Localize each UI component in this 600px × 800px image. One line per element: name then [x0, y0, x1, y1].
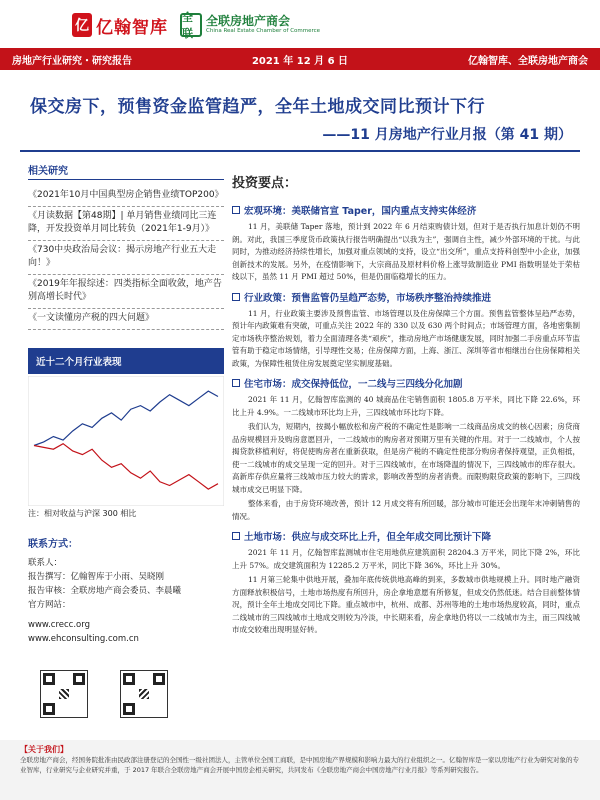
related-item[interactable]: 《2019年年报综述：四类指标全面收敛，地产告别高增长时代》 [28, 275, 224, 309]
related-heading: 相关研究 [28, 162, 224, 180]
footer-heading: 【关于我们】 [20, 745, 68, 754]
crecc-seal-icon: 全联 [180, 13, 202, 37]
website-link[interactable]: www.crecc.org [28, 620, 90, 630]
report-type: 房地产行业研究・研究报告 [12, 55, 132, 67]
crecc-logo [180, 10, 320, 40]
industry-performance-chart [28, 376, 224, 506]
page-title: 保交房下，预售资金监管趋严，全年土地成交同比预计下行 [30, 97, 485, 117]
paragraph: 2021 年 11 月，亿翰智库监测城市住宅用地供应建筑面积 28204.3 万平米，同比下降 2%，环比上升 57%。成交建筑面积为 12285.2 万平米，同比下降 36%，环比上升 30%。 [232, 548, 580, 570]
bullet-square-icon [232, 206, 240, 214]
footer-text: 全联房地产商会，经国务院批准由民政部注册登记的全国性一级社团法人，主管单位全国工商联，是中国房地产界规模和影响力最大的行业组织之一。亿翰智库是一家以房地产行业为研究对象的专业智库，行业研究与企业研究并重，于 2017 年联合全联房地产商会开展中国房企相关研究，共同发布《全联房地产商会中国房地产行业月报》等系列研究报告。 [20, 756, 579, 774]
paragraph: 11 月第三轮集中供地开展，叠加年底传统供地高峰的到来，多数城市供地规模上升。同时地产融资方面释放积极信号，土地市场热度有所回升，房企拿地意愿有所修复，但成交仍然低迷。结合目前整体情况，预计全年土地成交同比下降。重点城市中，杭州、成都、苏州等地的土地市场热度较高，同时，重点二线城市的三四线城市土地成交则较为冷淡，中长期来看，房企拿地仍将以一二线城市为主，而三四线城市成交较难出现明显好转。 [232, 575, 580, 634]
website-link[interactable]: www.ehconsulting.com.cn [28, 634, 139, 644]
contact-heading: 联系方式： [28, 539, 78, 550]
bullet-square-icon [232, 293, 240, 301]
section-heading: 土地市场：供应与成交环比上升，但全年成交同比预计下降 [232, 529, 580, 543]
contact-line: 报告撰写：亿翰智库于小雨、吴晓刚 [28, 572, 165, 582]
bullet-square-icon [232, 532, 240, 540]
key-points-heading: 投资要点： [232, 176, 298, 191]
header-bar [0, 48, 600, 70]
paragraph: 整体来看，由于房贷环境改善，预计 12 月成交将有所回暖，部分城市可能还会出现年末冲刺销售的情况。 [232, 499, 580, 521]
page-subtitle: ——11 月房地产行业月报（第 41 期） [322, 127, 572, 143]
eh-logo-text: 亿翰智库 [96, 17, 168, 38]
report-publisher: 亿翰智库、全联房地产商会 [468, 55, 588, 67]
related-research [28, 162, 224, 330]
related-item[interactable]: 《2021年10月中国典型房企销售业绩TOP200》 [28, 186, 224, 207]
paragraph: 11 月，行业政策主要涉及预售监管、市场管理以及住房保障三个方面。预售监管整体呈趋严态势，预计年内政策难有突破，可重点关注 2022 年的 330 以及 630 两个时间点；市场管理方面，各地密集制定市场秩序整治规划，着力全面清理各类“顽疾”，推动房地产市场健康发展，同时加强二手房重点环节监管有助于稳定市场情绪，引导理性交易；住房保障方面，上海、浙江、深圳等省市相继出台住房保障相关政策，为保障性租赁住房发展奠定坚实制度基础。 [232, 308, 580, 368]
related-item[interactable]: 《730中央政治局会议：揭示房地产行业五大走向！》 [28, 241, 224, 275]
bullet-square-icon [232, 379, 240, 387]
section-heading: 行业政策：预售监管仍呈趋严态势，市场秩序整治持续推进 [232, 290, 580, 304]
paragraph: 11 月，美联储 Taper 落地，预计到 2022 年 6 月结束购债计划，但对于是否执行加息计划仍不明朗。对此，我国三季度货币政策执行报告明确提出“以我为主”，强调自主性，减少外部环境的干扰。与此同时，为推动经济持续性增长，加强对重点领域的支持，设立“出交所”，重点支持科创型中小企业，加强创新技术的发展。另外，在疫情影响下，大宗商品及原材料价格上涨导致制造业 PMI 指数明显处于荣枯线以下，虽然 11 月 PMI 超过 50%，但是仍面临稳增长的压力。 [232, 222, 580, 281]
chart-heading: 近十二个月行业表现 [28, 348, 224, 374]
qr-code-icon [40, 670, 88, 718]
report-date: 2021 年 12 月 6 日 [251, 55, 349, 67]
section-heading: 住宅市场：成交保持低位，一二线与三四线分化加剧 [232, 376, 580, 390]
related-item[interactable]: 《月读数据【第48期】| 单月销售业绩同比三连降，开发投资单月同比转负（2021年1-9月）》 [28, 207, 224, 241]
contact-line: 报告审核：全联房地产商会委员、李晨曦 [28, 586, 182, 596]
section-heading: 宏观环境：美联储官宣 Taper，国内重点支持实体经济 [232, 203, 580, 217]
contact-line: 官方网站： [28, 600, 71, 610]
paragraph: 我们认为，短期内，按揭小幅放松和房产税的不确定性是影响一二线商品房成交的核心因素；房贷商品房规模回升及购房意愿回升，一二线城市的购房者对预期万里有关键的作用。对于一二线城市，个人按揭贷款移植利好，将促使购房者在重新获取，但是房产税的不确定性使部分购房者保持观望，正负相抵，使一二线城市的成交呈现一定的回升。对于三四线城市，在市场降温的情况下，三四线城市的库存很大。高新库存供应量将三线城市压力较大的需求，影响改善型的房者消费。而限购限贷政策的影响下，三四线城市成交已明显下降。 [232, 422, 580, 494]
related-item[interactable]: 《一文读懂房产税的四大问题》 [28, 309, 224, 330]
eh-logo [72, 10, 172, 40]
footer [0, 740, 600, 800]
title-divider [20, 150, 580, 152]
chart-note: 注：相对收益与沪深 300 相比 [28, 509, 137, 518]
eh-logo-mark: 亿 [72, 13, 92, 37]
crecc-name: 全联房地产商会 [206, 14, 291, 28]
paragraph: 2021 年 11 月，亿翰智库监测的 40 城商品住宅销售面积 1805.8 万平米，同比下降 22.6%，环比上升 4.9%。一二线城市环比均上升，三四线城市环比均下降。 [232, 395, 580, 417]
contact-block [28, 535, 224, 646]
main-content [232, 172, 580, 636]
qr-code-icon [120, 670, 168, 718]
crecc-name-en: China Real Estate Chamber of Commerce [206, 28, 321, 34]
contact-line: 联系人： [28, 558, 63, 568]
